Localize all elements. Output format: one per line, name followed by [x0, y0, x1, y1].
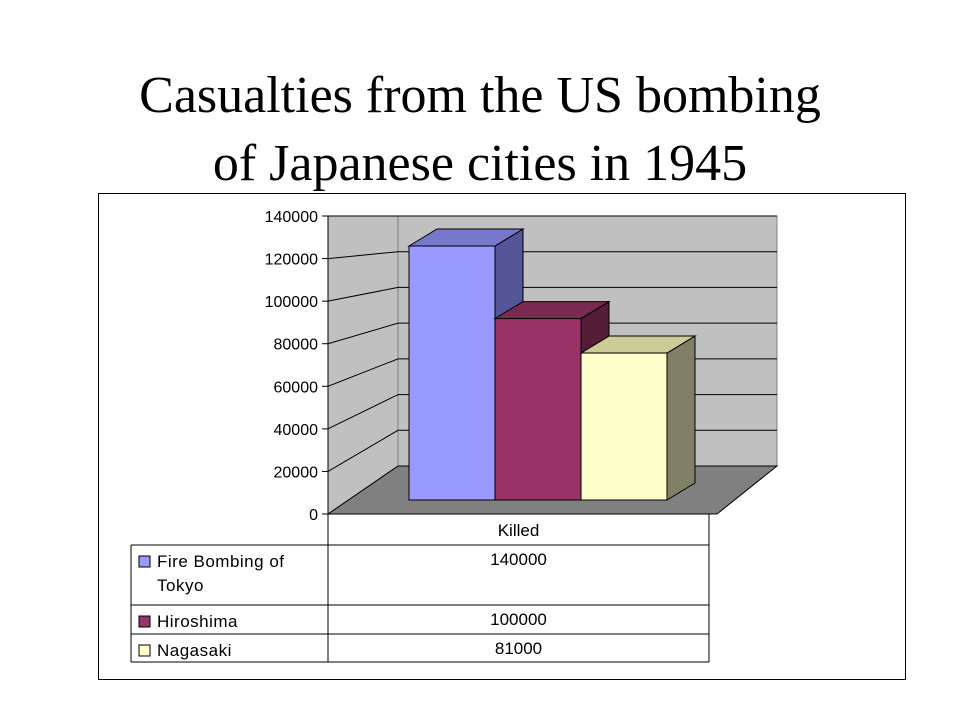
bar-nagasaki	[581, 353, 667, 500]
bar-fire-bombing-of-tokyo	[409, 246, 495, 500]
legend-key-nagasaki	[139, 645, 150, 656]
y-tick-label: 0	[309, 507, 318, 524]
slide-title	[0, 62, 960, 198]
legend-key-fire-bombing-of-tokyo	[139, 556, 150, 567]
legend-key-hiroshima	[139, 616, 150, 627]
y-tick-label: 120000	[264, 251, 318, 269]
slide-title-line-2: of Japanese cities in 1945	[212, 135, 748, 192]
y-tick-label: 140000	[264, 209, 318, 226]
chart-frame	[98, 193, 906, 680]
y-tick-label: 60000	[273, 379, 318, 397]
side-wall	[328, 216, 398, 514]
data-label-nagasaki: 81000	[494, 639, 543, 658]
category-label: Killed	[497, 521, 540, 540]
slide-title-line-1: Casualties from the US bombing	[139, 67, 821, 124]
data-table	[131, 514, 709, 662]
y-axis	[265, 209, 328, 524]
bar-chart	[99, 194, 905, 679]
y-tick-label: 20000	[273, 464, 318, 482]
legend-label-nagasaki: Nagasaki	[157, 641, 232, 660]
legend-label-fire-bombing-of-tokyo: Fire Bombing of	[157, 552, 285, 571]
data-label-hiroshima: 100000	[490, 610, 547, 629]
bar-hiroshima	[495, 319, 581, 500]
legend-label-fire-bombing-of-tokyo: Tokyo	[157, 576, 204, 595]
data-label-fire-bombing-of-tokyo: 140000	[490, 550, 547, 569]
y-tick-label: 80000	[273, 336, 318, 354]
y-tick-label: 40000	[273, 421, 318, 439]
y-tick-label: 100000	[264, 294, 318, 312]
legend-label-hiroshima: Hiroshima	[157, 612, 239, 631]
bar-nagasaki-side	[667, 336, 695, 500]
